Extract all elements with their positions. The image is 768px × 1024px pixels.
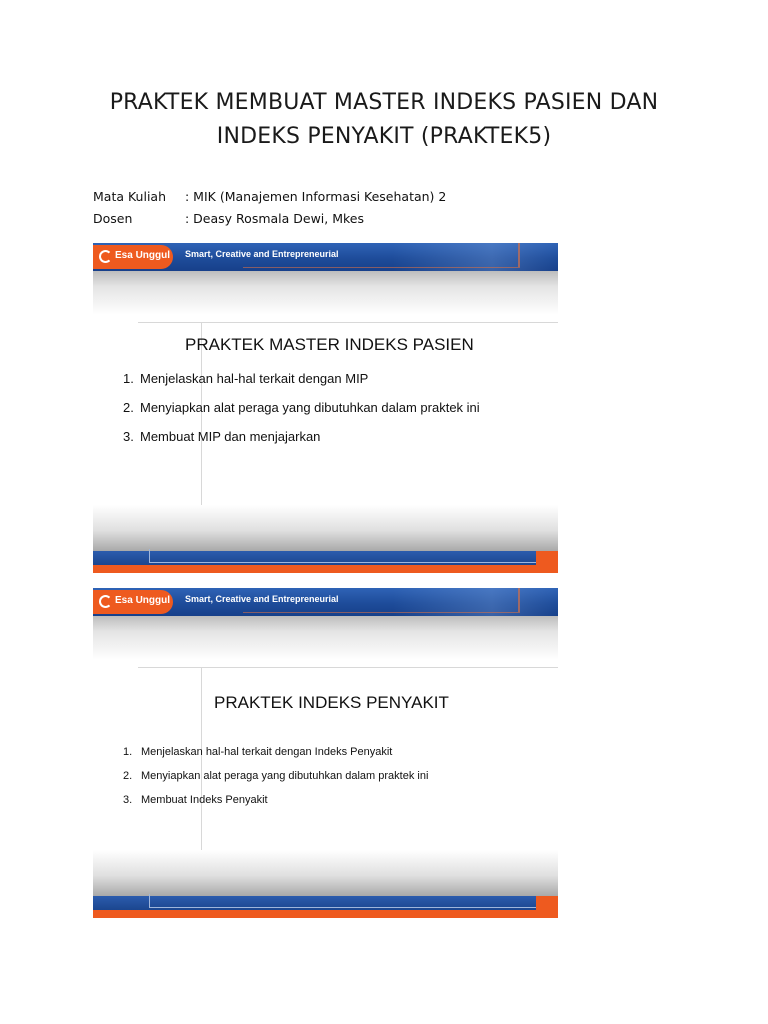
slide-title: PRAKTEK INDEKS PENYAKIT bbox=[214, 693, 449, 712]
logo-mark-icon bbox=[99, 595, 112, 608]
meta-label: Mata Kuliah bbox=[93, 189, 167, 204]
title-line-1: PRAKTEK MEMBUAT MASTER INDEKS PASIEN DAN bbox=[109, 90, 659, 115]
tagline: Smart, Creative and Entrepreneurial bbox=[185, 249, 339, 259]
document-title bbox=[60, 86, 708, 154]
slide-header bbox=[93, 243, 558, 271]
meta-value: : MIK (Manajemen Informasi Kesehatan) 2 bbox=[185, 189, 447, 204]
esa-unggul-logo bbox=[93, 590, 173, 614]
slide-header bbox=[93, 588, 558, 616]
logo-text: Esa Unggul bbox=[115, 250, 171, 261]
slide-1: Esa Unggul Smart, Creative and Entrepreneurial PRAKTEK MASTER INDEKS PASIEN 1. Menjelaskan hal-hal terkait dengan MIP 2. Menyiapkan alat peraga yang dibutuhkan dalam praktek ini 3. Membuat MIP dan menjajarkan bbox=[93, 243, 558, 573]
logo-text: Esa Unggul bbox=[115, 595, 171, 606]
tagline: Smart, Creative and Entrepreneurial bbox=[185, 594, 339, 604]
slide-2: Esa Unggul Smart, Creative and Entrepreneurial PRAKTEK INDEKS PENYAKIT 1. Menjelaskan hal-hal terkait dengan Indeks Penyakit 2. Menyiapkan alat peraga yang dibutuhkan dalam praktek ini 3. Membuat Indeks Penyakit bbox=[93, 588, 558, 918]
title-line-2: INDEKS PENYAKIT (PRAKTEK5) bbox=[216, 124, 552, 149]
esa-unggul-logo bbox=[93, 245, 173, 269]
meta-label: Dosen bbox=[93, 211, 133, 226]
slide-title: PRAKTEK MASTER INDEKS PASIEN bbox=[185, 335, 474, 354]
logo-mark-icon bbox=[99, 250, 112, 263]
meta-value: : Deasy Rosmala Dewi, Mkes bbox=[185, 211, 365, 226]
